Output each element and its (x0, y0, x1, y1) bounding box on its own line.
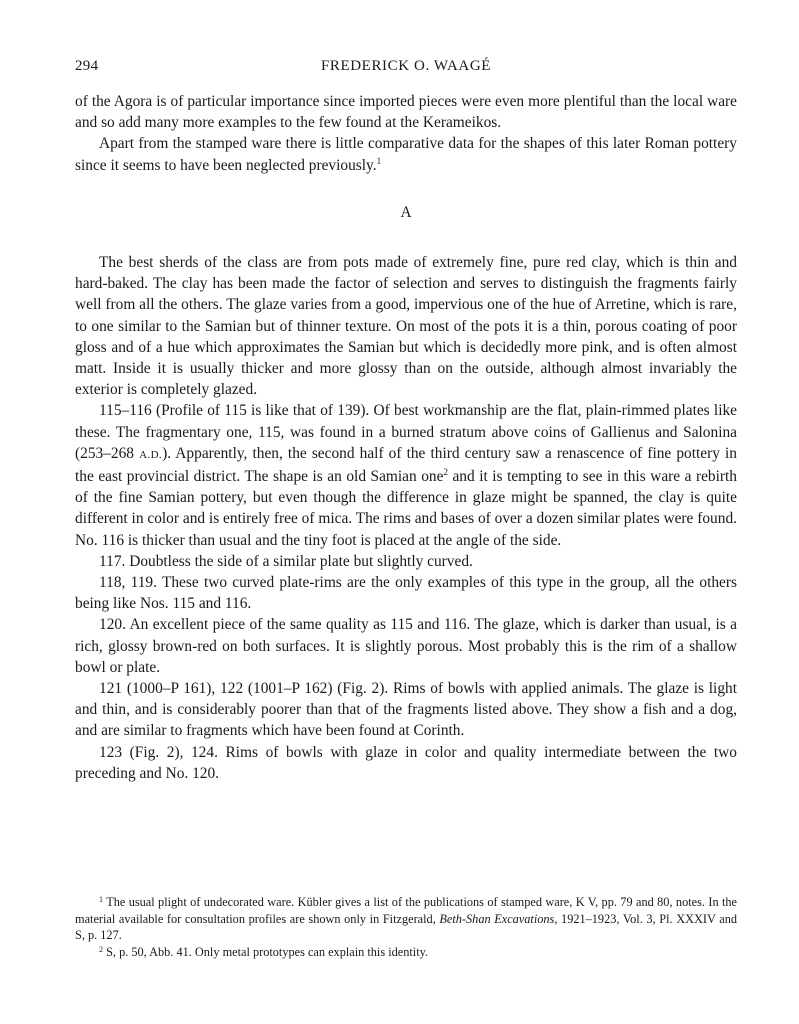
section-heading: A (400, 203, 412, 221)
footnote-1-title: Beth-Shan Excavations (439, 911, 555, 926)
intro-paragraph-1: of the Agora is of particular importance since imported pieces were even more plentiful than the local ware and so add many more examples to the few found at the Kerameikos. (75, 93, 737, 132)
running-head (75, 58, 737, 82)
footnote-1 (75, 894, 737, 944)
paragraph-115-text-a: 115–116 (Profile of 115 is like that of 139). Of best workmanship are the flat, plain-rimmed plates like these. The fragmentary one, 115, was found in a burned stratum above coins of Gallienus and Salonina (253–268 (75, 402, 737, 462)
page-number: 294 (75, 58, 99, 74)
paragraph-117: 117. Doubtless the side of a similar plate but slightly curved. (99, 552, 473, 570)
era-abbreviation: A.D. (139, 448, 163, 461)
paragraph-121-122: 121 (1000–P 161), 122 (1001–P 162) (Fig. 2). Rims of bowls with applied animals. The glaze is light and thin, and is considerably poorer than that of the fragments listed above. They show a fish and a dog, and are similar to fragments which have been found at Corinth. (75, 680, 737, 740)
body-text (75, 91, 737, 784)
footnote-1-text-a: The usual plight of undecorated ware. Kübler gives a list of the publications of stamped ware, K V, pp. 79 and 80, notes. In the material available for consultation profiles are shown only in Fitzgerald, (75, 895, 738, 926)
running-head-author: FREDERICK O. WAAGÉ (320, 58, 492, 74)
intro-paragraph-2 (75, 133, 737, 175)
footnote-1-text-b: , 1921–1923, Vol. 3, Pl. XXXIV and S, p. 127. (75, 911, 737, 942)
footnote-2 (75, 944, 737, 961)
footnote-2-mark: 2 (99, 944, 103, 954)
footnote-1-mark: 1 (99, 895, 103, 904)
footnote-2-text: S, p. 50, Abb. 41. Only metal prototypes can explain this identity. (106, 944, 429, 959)
paragraph-description: The best sherds of the class are from pots made of extremely fine, pure red clay, which is thin and hard-baked. The clay has been made the factor of selection and serves to distinguish the fragments fairly well from all the others. The glaze varies from a good, impervious one of the hue of Arretine, which is rare, to one similar to the Samian but of thinner texture. On most of the pots it is a thin, porous coating of poor gloss and of a hue which approximates the Samian but which is decidedly more pink, and is often almost matt. Inside it is usually thicker and more glossy than on the outside, although almost invariably the exterior is completely glazed. (75, 254, 737, 399)
paragraph-115-text-b: ). Apparently, then, the second half of the third century saw a renascence of fine pottery in the east provincial district. The shape is an old Samian one (75, 444, 737, 486)
paragraph-120: 120. An excellent piece of the same quality as 115 and 116. The glaze, which is darker than usual, is a rich, glossy brown-red on both surfaces. It is slightly porous. Most probably this is the rim of a shallow bowl or plate. (75, 616, 737, 676)
footnote-ref-1: 1 (376, 155, 382, 166)
intro-paragraph-2-text: Apart from the stamped ware there is little comparative data for the shapes of this later Roman pottery since it seems to have been neglected previously. (75, 135, 737, 174)
footnotes (75, 894, 737, 960)
paragraph-123-124: 123 (Fig. 2), 124. Rims of bowls with glaze in color and quality intermediate between the two preceding and No. 120. (75, 743, 737, 782)
paragraph-115-text-c: and it is tempting to see in this ware a rebirth of the fine Samian pottery, but even though the difference in glaze might be spanned, the clay is quite different in color and is entirely free of mica. The rims and bases of over a dozen similar plates were found. No. 116 is thicker than usual and the tiny foot is placed at the angle of the side. (75, 468, 738, 549)
footnote-ref-2: 2 (443, 467, 448, 478)
paragraph-118-119: 118, 119. These two curved plate-rims are the only examples of this type in the group, all the others being like Nos. 115 and 116. (75, 574, 737, 613)
paragraph-115-116 (75, 400, 737, 550)
